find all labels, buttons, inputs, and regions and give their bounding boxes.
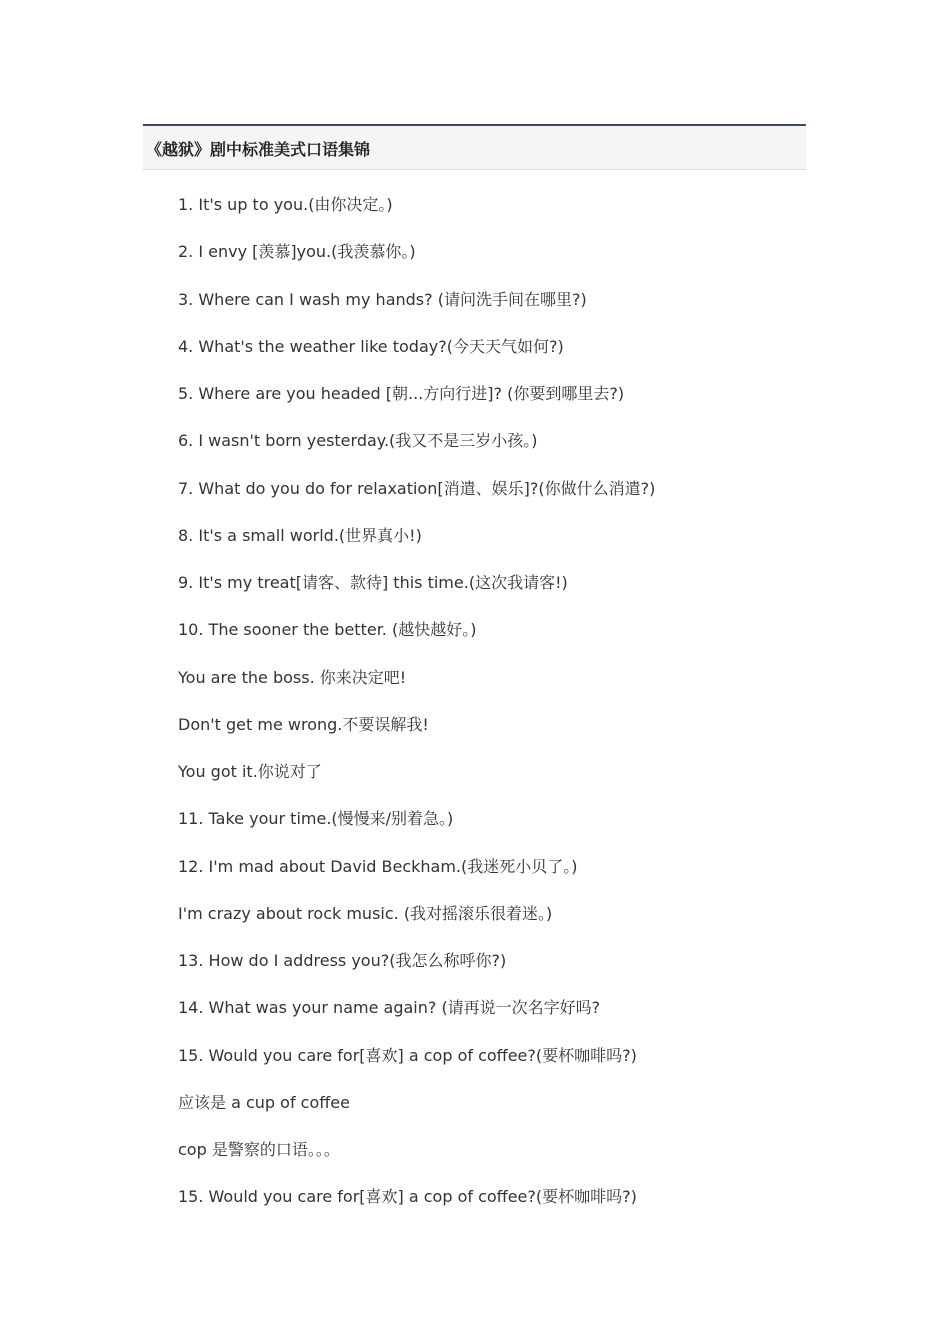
item-number: 9. <box>178 573 194 592</box>
list-item <box>178 996 798 1043</box>
list-item <box>178 713 798 760</box>
item-text: You got it.你说对了 <box>178 762 322 781</box>
item-text: I'm mad about David Beckham.(我迷死小贝了。) <box>208 856 578 876</box>
item-text: Would you care for[喜欢] a cop of coffee?(要杯咖啡吗?) <box>208 1187 637 1207</box>
list-item <box>178 193 798 240</box>
list-item <box>178 429 798 476</box>
item-number: 1. <box>178 195 194 214</box>
list-item <box>178 288 798 335</box>
item-text: I wasn't born yesterday.(我又不是三岁小孩。) <box>198 431 538 451</box>
list-item <box>178 1044 798 1091</box>
list-item <box>178 666 798 713</box>
item-number: 13. <box>178 951 204 970</box>
list-item <box>178 335 798 382</box>
list-item <box>178 855 798 902</box>
item-number: 11. <box>178 809 204 829</box>
item-text: 应该是 a cup of coffee <box>178 1092 350 1112</box>
item-text: What's the weather like today?(今天天气如何?) <box>198 336 564 356</box>
list-item <box>178 760 798 807</box>
list-item <box>178 902 798 949</box>
item-text: Take your time.(慢慢来/别着急。) <box>208 809 454 829</box>
item-number: 2. <box>178 242 194 262</box>
item-number: 14. <box>178 998 204 1018</box>
list-item <box>178 382 798 429</box>
list-item <box>178 571 798 618</box>
item-text: It's up to you.(由你决定。) <box>198 195 393 214</box>
item-number: 15. <box>178 1187 204 1207</box>
item-number: 7. <box>178 478 194 498</box>
item-text: Would you care for[喜欢] a cop of coffee?(要杯咖啡吗?) <box>208 1045 637 1065</box>
list-item <box>178 524 798 571</box>
item-number: 15. <box>178 1045 204 1065</box>
item-text: Where can I wash my hands? (请问洗手间在哪里?) <box>198 289 587 309</box>
list-item <box>178 1138 798 1185</box>
list-item <box>178 618 798 665</box>
item-number: 8. <box>178 525 194 545</box>
item-number: 6. <box>178 431 194 451</box>
list-item <box>178 1185 798 1232</box>
list-item <box>178 807 798 854</box>
item-text: The sooner the better. (越快越好。) <box>208 620 477 640</box>
document-title: 《越狱》剧中标准美式口语集锦 <box>146 140 371 159</box>
item-text: cop 是警察的口语。。。 <box>178 1140 340 1159</box>
item-number: 12. <box>178 856 204 876</box>
list-item <box>178 1091 798 1138</box>
item-text: It's a small world.(世界真小!) <box>198 525 422 545</box>
title-bar <box>143 124 806 170</box>
item-text: You are the boss. 你来决定吧! <box>178 667 407 687</box>
item-text: How do I address you?(我怎么称呼你?) <box>208 951 507 970</box>
item-text: Where are you headed [朝...方向行进]? (你要到哪里去?) <box>198 384 625 403</box>
item-text: I envy [羡慕]you.(我羡慕你。) <box>198 242 416 262</box>
item-text: What was your name again? (请再说一次名字好吗? <box>208 998 601 1018</box>
item-number: 4. <box>178 336 194 356</box>
list-item <box>178 949 798 996</box>
item-text: Don't get me wrong.不要误解我! <box>178 714 429 734</box>
item-number: 5. <box>178 384 194 403</box>
item-text: It's my treat[请客、款待] this time.(这次我请客!) <box>198 573 568 592</box>
phrase-list <box>178 193 798 1233</box>
list-item <box>178 240 798 287</box>
item-number: 3. <box>178 289 194 309</box>
item-text: What do you do for relaxation[消遣、娱乐]?(你做什么消遣?) <box>198 478 656 498</box>
item-text: I'm crazy about rock music. (我对摇滚乐很着迷。) <box>178 903 553 923</box>
list-item <box>178 477 798 524</box>
item-number: 10. <box>178 620 204 640</box>
